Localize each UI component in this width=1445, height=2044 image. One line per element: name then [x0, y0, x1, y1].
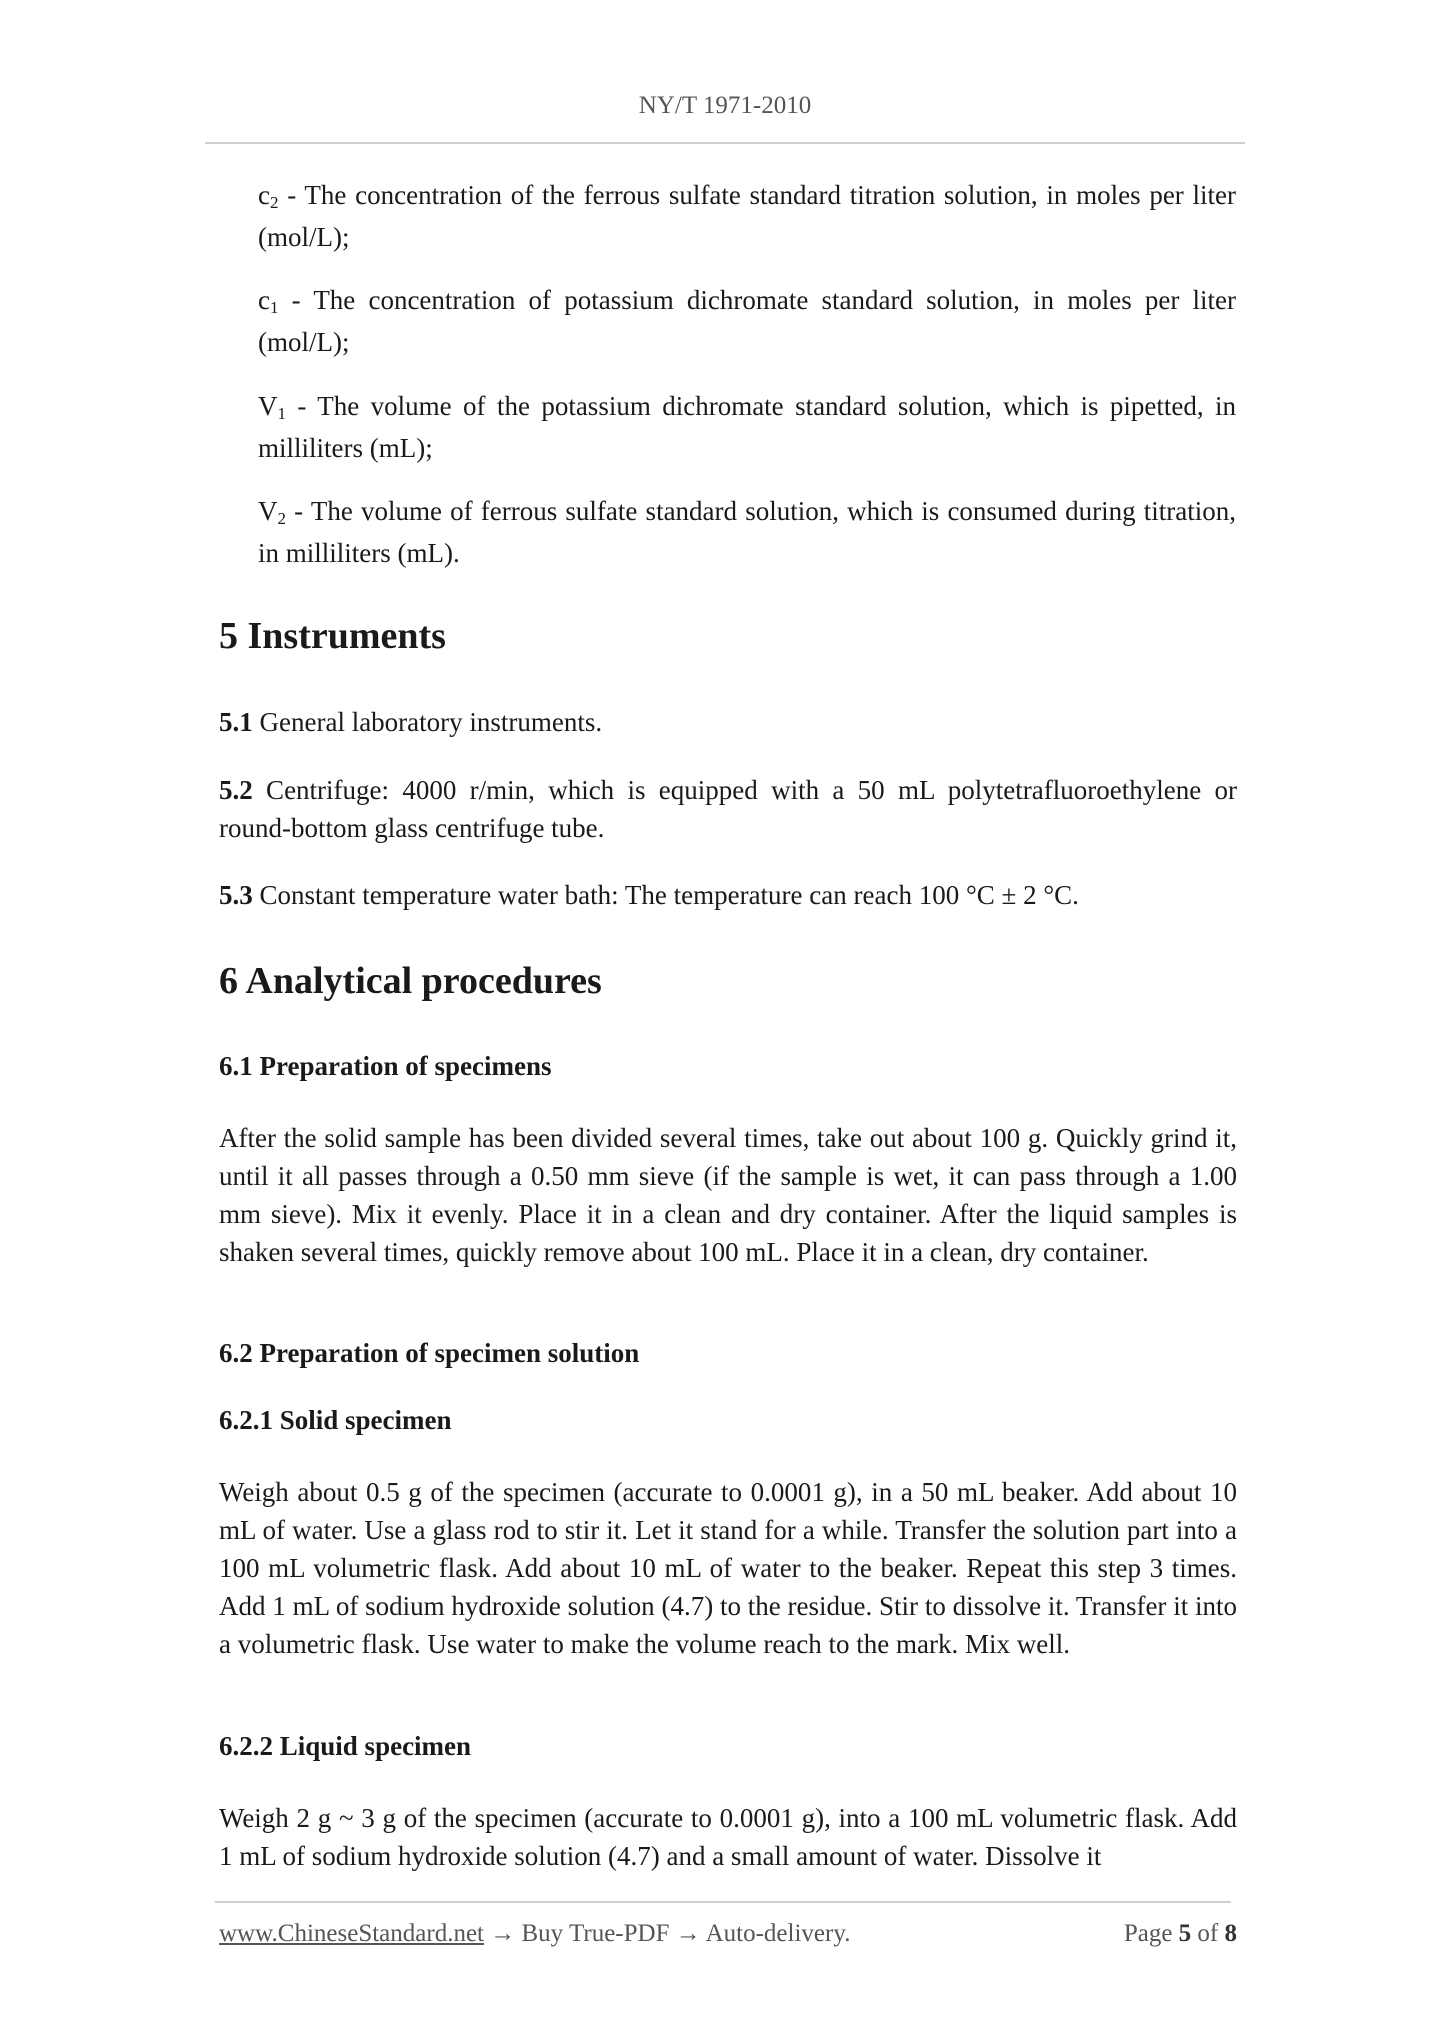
- symbol: $V_2$: [258, 496, 286, 528]
- symbol: $c_2$: [258, 180, 279, 212]
- definition-text: - The volume of the potassium dichromate standard solution, which is pipetted, in milliliters (mL);: [258, 391, 1236, 463]
- symbol: $c_1$: [258, 285, 279, 317]
- definition-v2: [258, 492, 1236, 572]
- definition-c2: [258, 176, 1236, 256]
- footer-divider: [215, 1901, 1231, 1903]
- buy-text: Buy True-PDF: [521, 1920, 670, 1947]
- section-6-heading: 6 Analytical procedures: [219, 960, 602, 1002]
- symbol: $V_1$: [258, 391, 286, 423]
- subsection-6-2-2-text: Weigh 2 g ~ 3 g of the specimen (accurate to 0.0001 g), into a 100 mL volumetric flask. Add 1 mL of sodium hydroxide solution (4.7) and a small amount of water. Dissolve it: [219, 1803, 1237, 1871]
- page-footer: [219, 1920, 1237, 1948]
- subsection-6-1-text: After the solid sample has been divided several times, take out about 100 g. Quickly grind it, until it all passes through a 0.50 mm sieve (if the sample is wet, it can pass through a 1.00 mm sieve). Mix it evenly. Place it in a clean and dry container. After the liquid samples is shaken several times, quickly remove about 100 mL. Place it in a clean, dry container.: [219, 1123, 1237, 1267]
- definition-v1: [258, 387, 1236, 467]
- subsection-6-2-1-heading: 6.2.1 Solid specimen: [219, 1405, 452, 1435]
- arrow-icon: →: [484, 1920, 522, 1947]
- definition-text: - The volume of ferrous sulfate standard solution, which is consumed during titration, in milliliters (mL).: [258, 496, 1236, 568]
- definition-c1: [258, 281, 1236, 361]
- arrow-icon: →: [669, 1920, 706, 1947]
- clause-5-3: 5.3 Constant temperature water bath: The temperature can reach 100 °C ± 2 °C.: [219, 880, 1079, 910]
- site-link[interactable]: www.ChineseStandard.net: [219, 1920, 484, 1947]
- delivery-text: Auto-delivery.: [705, 1920, 851, 1947]
- subsection-6-2-heading: 6.2 Preparation of specimen solution: [219, 1338, 640, 1368]
- header-divider: [205, 142, 1245, 144]
- page-number: Page 5 of 8: [1123, 1920, 1237, 1947]
- subsection-6-1-heading: 6.1 Preparation of specimens: [219, 1051, 552, 1081]
- definition-text: - The concentration of potassium dichromate standard solution, in moles per liter (mol/L);: [258, 285, 1236, 357]
- section-5-heading: 5 Instruments: [219, 615, 446, 657]
- clause-5-2: 5.2 Centrifuge: 4000 r/min, which is equipped with a 50 mL polytetrafluoroethylene or round-bottom glass centrifuge tube.: [219, 775, 1237, 843]
- definition-text: - The concentration of the ferrous sulfate standard titration solution, in moles per liter (mol/L);: [258, 180, 1236, 252]
- subsection-6-2-2-heading: 6.2.2 Liquid specimen: [219, 1731, 472, 1761]
- subsection-6-2-1-text: Weigh about 0.5 g of the specimen (accurate to 0.0001 g), in a 50 mL beaker. Add about 10 mL of water. Use a glass rod to stir it. Let it stand for a while. Transfer the solution part into a 100 mL volumetric flask. Add about 10 mL of water to the beaker. Repeat this step 3 times. Add 1 mL of sodium hydroxide solution (4.7) to the residue. Stir to dissolve it. Transfer it into a volumetric flask. Use water to make the volume reach to the mark. Mix well.: [219, 1477, 1237, 1659]
- page-header: NY/T 1971-2010: [638, 92, 812, 119]
- clause-5-1: 5.1 General laboratory instruments.: [219, 707, 603, 737]
